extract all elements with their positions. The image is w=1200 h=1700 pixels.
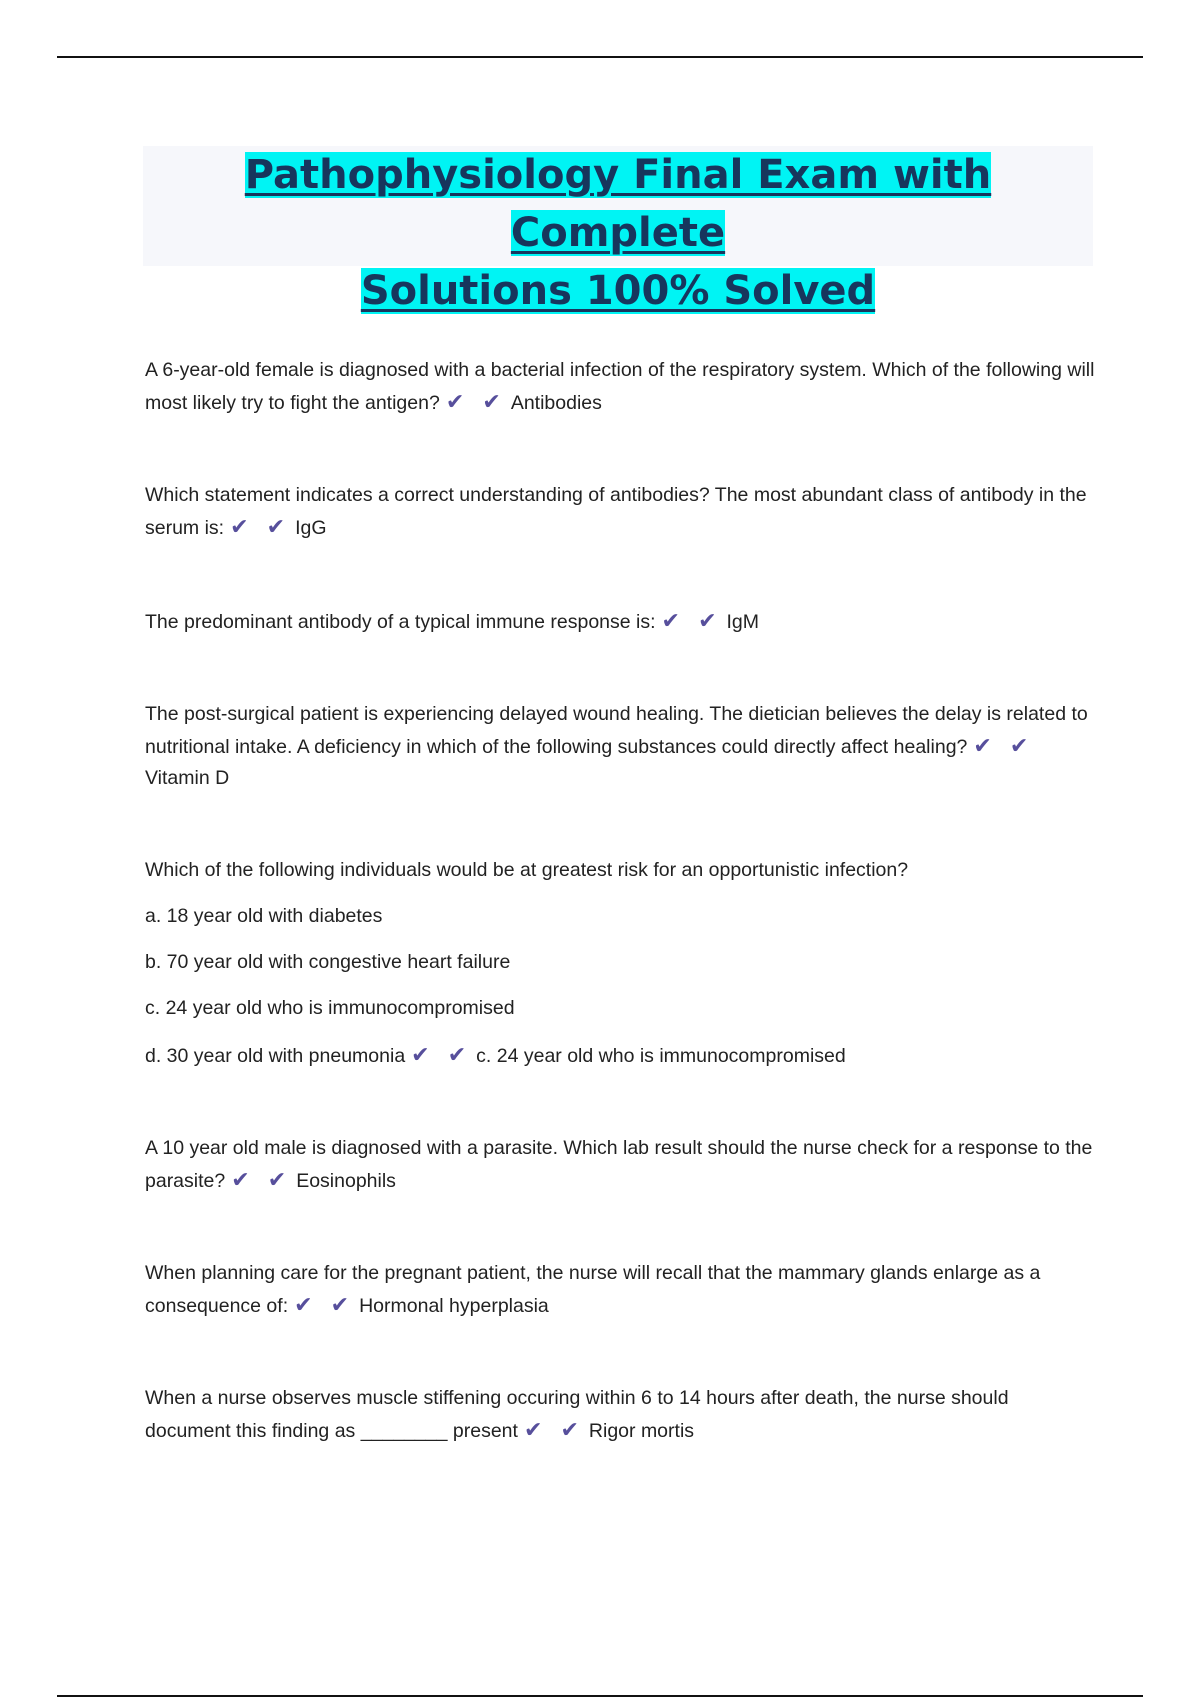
- question-paragraph: [145, 480, 1095, 544]
- question-text: When a nurse observes muscle stiffening occuring within 6 to 14 hours after death, the nurse should document this finding as ________ present: [145, 1387, 1009, 1442]
- answer-text: IgM: [726, 611, 760, 633]
- answer-text: IgG: [295, 517, 327, 539]
- check-icon: ✔ ✔: [411, 1042, 473, 1067]
- answer-text: Hormonal hyperplasia: [359, 1295, 549, 1317]
- question-paragraph: [145, 1039, 1095, 1072]
- check-icon: ✔ ✔: [661, 608, 723, 633]
- question-paragraph: [145, 1258, 1095, 1322]
- question-item: [145, 855, 1095, 1072]
- question-paragraph: [145, 699, 1095, 794]
- question-text: When planning care for the pregnant patient, the nurse will recall that the mammary glands enlarge as a consequence of:: [145, 1262, 1041, 1317]
- answer-option-c: c. 24 year old who is immunocompromised: [145, 997, 515, 1019]
- check-icon: ✔ ✔: [445, 389, 507, 414]
- answer-option-b: b. 70 year old with congestive heart failure: [145, 951, 511, 973]
- answer-text: Eosinophils: [296, 1170, 396, 1192]
- question-paragraph: [145, 605, 1095, 638]
- check-icon: ✔ ✔: [973, 733, 1035, 758]
- footer-rule: [57, 1695, 1143, 1697]
- question-item: [145, 1133, 1095, 1197]
- question-paragraph: [145, 1133, 1095, 1197]
- title-block: [143, 146, 1093, 314]
- question-item: [145, 605, 1095, 638]
- question-item: [145, 1383, 1095, 1447]
- check-icon: ✔ ✔: [523, 1417, 585, 1442]
- question-item: [145, 480, 1095, 544]
- question-item: [145, 699, 1095, 794]
- question-list: [145, 355, 1095, 1508]
- question-text: The predominant antibody of a typical immune response is:: [145, 611, 656, 633]
- question-text: A 10 year old male is diagnosed with a parasite. Which lab result should the nurse check for a response to the parasite?: [145, 1137, 1093, 1192]
- question-text: A 6-year-old female is diagnosed with a bacterial infection of the respiratory system. Which of the following will most likely try to fight the antigen?: [145, 359, 1095, 414]
- header-rule: [57, 56, 1143, 58]
- question-text: Which statement indicates a correct understanding of antibodies? The most abundant class of antibody in the serum is:: [145, 484, 1087, 539]
- answer-text: Vitamin D: [145, 767, 230, 789]
- document-title-line-1: Pathophysiology Final Exam with Complete: [244, 152, 992, 256]
- answer-text: c. 24 year old who is immunocompromised: [476, 1045, 846, 1067]
- answer-text: Antibodies: [510, 392, 602, 414]
- answer-text: Rigor mortis: [588, 1420, 695, 1442]
- check-icon: ✔ ✔: [231, 1167, 293, 1192]
- check-icon: ✔ ✔: [294, 1292, 356, 1317]
- answer-option-a: a. 18 year old with diabetes: [145, 905, 383, 927]
- answer-option-d: d. 30 year old with pneumonia: [145, 1045, 406, 1067]
- question-paragraph: [145, 355, 1095, 419]
- question-item: [145, 355, 1095, 419]
- question-text: Which of the following individuals would be at greatest risk for an opportunistic infection?: [145, 859, 909, 881]
- document-title-line-2: Solutions 100% Solved: [360, 268, 876, 314]
- question-text: The post-surgical patient is experiencing delayed wound healing. The dietician believes the delay is related to nutritional intake. A deficiency in which of the following substances could directly affect healing?: [145, 703, 1088, 758]
- question-item: [145, 1258, 1095, 1322]
- check-icon: ✔ ✔: [230, 514, 292, 539]
- question-paragraph: [145, 1383, 1095, 1447]
